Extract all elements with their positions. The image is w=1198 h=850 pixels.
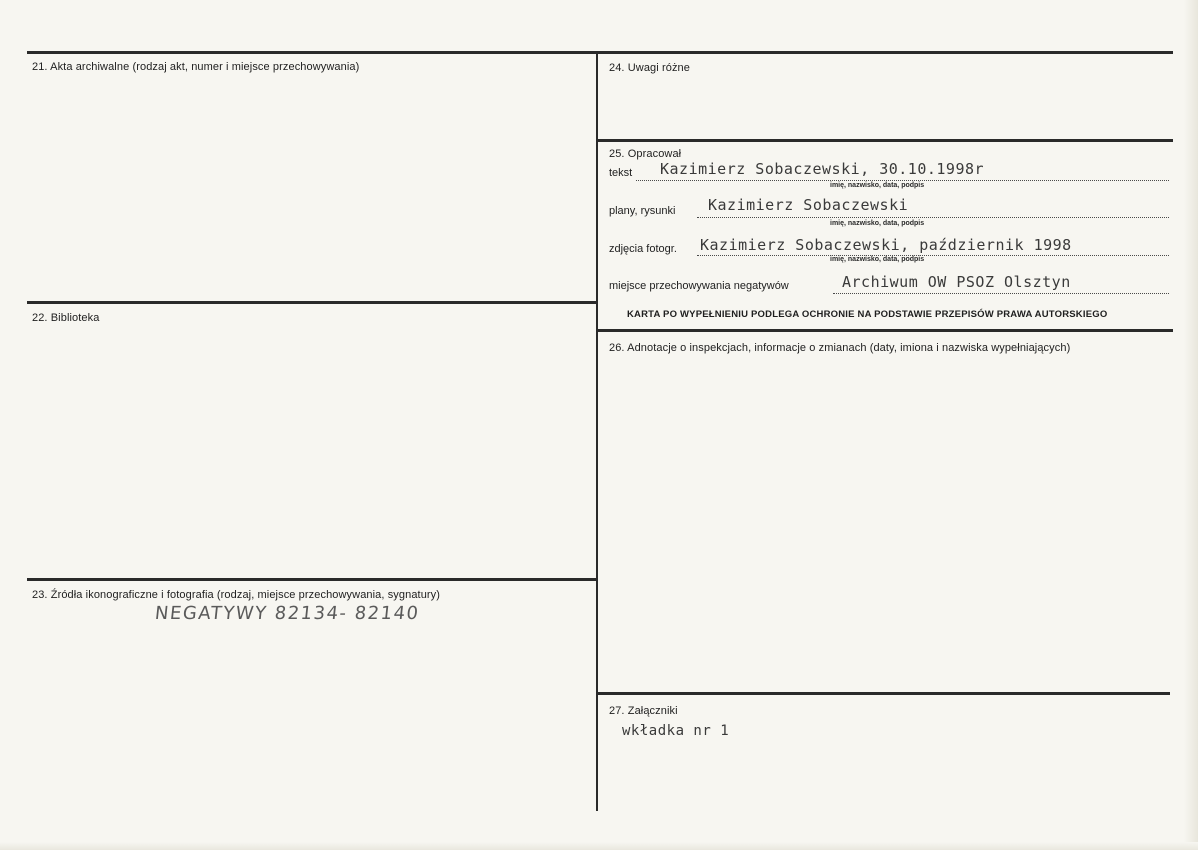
copyright-notice: KARTA PO WYPEŁNIENIU PODLEGA OCHRONIE NA PODSTAWIE PRZEPISÓW PRAWA AUTORSKIEGO [627,309,1108,320]
field-zdjecia-label: zdjęcia fotogr. [609,243,677,255]
paper-edge-right [1184,0,1198,850]
section-27-value: wkładka nr 1 [622,723,730,739]
section-27-label: 27. Załączniki [609,705,678,717]
section-23-label: 23. Źródła ikonograficzne i fotografia (rodzaj, miejsce przechowywania, sygnatury) [32,589,441,601]
field-zdjecia-line [697,255,1169,256]
field-tekst-caption: imię, nazwisko, data, podpis [830,182,925,189]
rule-21-22 [27,301,597,304]
field-negatywy-line [833,293,1169,294]
column-divider [596,51,598,811]
field-zdjecia-caption: imię, nazwisko, data, podpis [830,256,925,263]
paper-edge-bottom [0,842,1198,850]
rule-25-26 [597,329,1173,332]
field-zdjecia-value: Kazimierz Sobaczewski, październik 1998 [700,236,1072,254]
field-negatywy-label: miejsce przechowywania negatywów [609,280,789,292]
field-plany-line [697,217,1169,218]
rule-24-25 [597,139,1173,142]
field-negatywy-value: Archiwum OW PSOZ Olsztyn [842,273,1071,291]
rule-top [27,51,1173,54]
section-22-label: 22. Biblioteka [32,312,100,324]
section-23-handwritten-note: NEGATYWY 82134- 82140 [153,603,421,624]
field-tekst-value: Kazimierz Sobaczewski, 30.10.1998r [660,160,985,178]
field-plany-label: plany, rysunki [609,205,676,217]
section-26-label: 26. Adnotacje o inspekcjach, informacje o zmianach (daty, imiona i nazwiska wypełniających) [609,342,1071,354]
section-21-label: 21. Akta archiwalne (rodzaj akt, numer i miejsce przechowywania) [32,61,360,73]
rule-22-23 [27,578,597,581]
field-tekst-label: tekst [609,167,633,179]
field-plany-caption: imię, nazwisko, data, podpis [830,220,925,227]
field-plany-value: Kazimierz Sobaczewski [708,196,909,214]
field-tekst-line [636,180,1169,181]
rule-26-27 [597,692,1170,695]
section-24-label: 24. Uwagi różne [609,62,690,74]
section-25-label: 25. Opracował [609,148,682,160]
